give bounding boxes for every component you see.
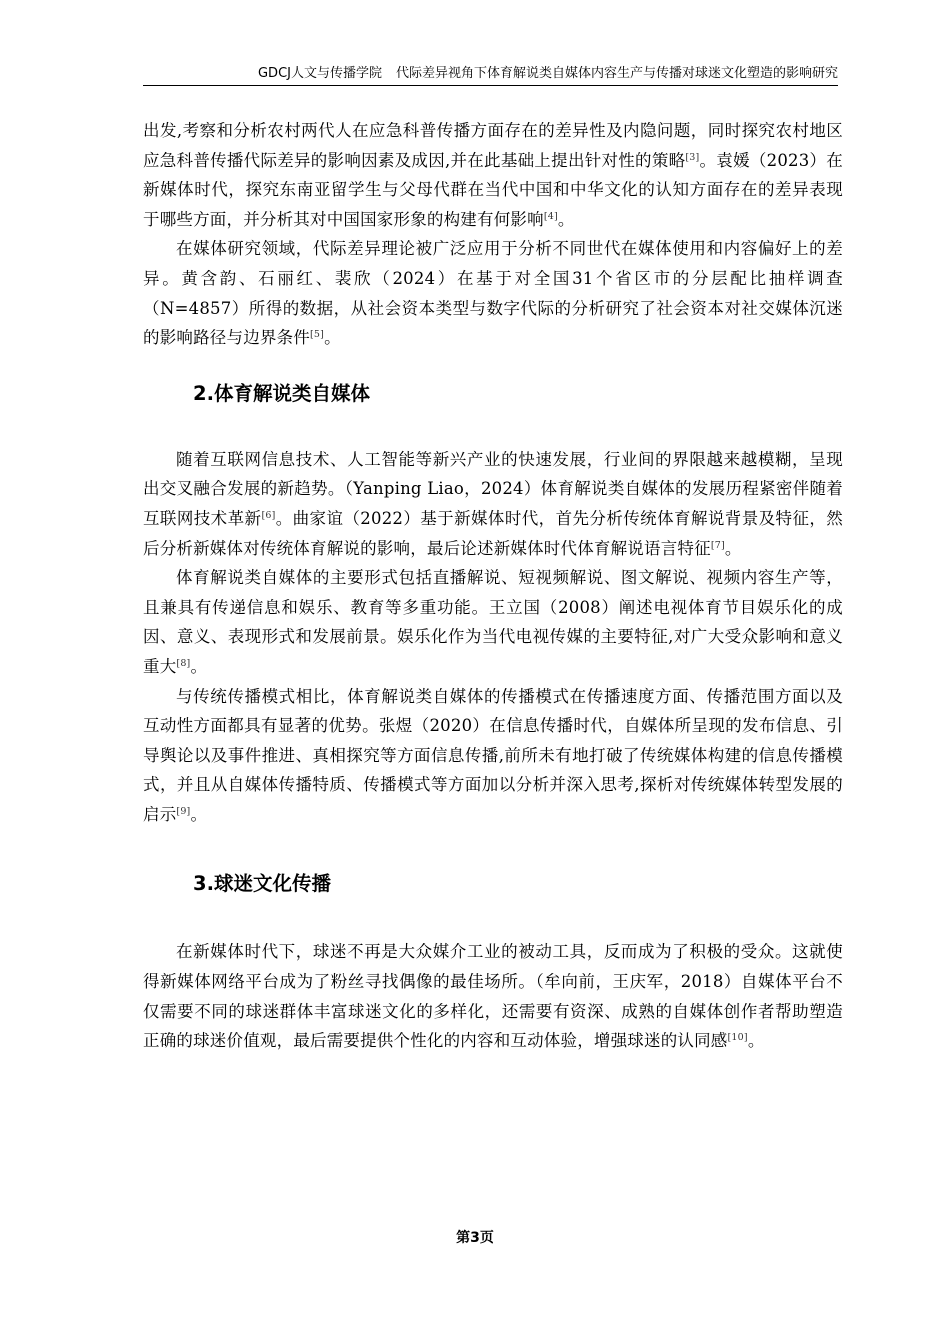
paragraph bbox=[143, 116, 843, 234]
paragraph-text: 。 bbox=[747, 1031, 765, 1051]
header-institution: GDCJ人文与传播学院 bbox=[257, 66, 382, 81]
paragraph bbox=[143, 445, 843, 563]
paragraph-text: 。 bbox=[557, 209, 575, 229]
paragraph-text: 与传统传播模式相比，体育解说类自媒体的传播模式在传播速度方面、传播范围方面以及互动性方面都具有显著的优势。张煜（2020）在信息传播时代，自媒体所呈现的发布信息、引导舆论以及事件推进、真相探究等方面信息传播,前所未有地打破了传统媒体构建的信息传播模式，并且从自媒体传播特质、传播模式等方面加以分析并深入思考,探析对传统媒体转型发展的启示 bbox=[143, 686, 843, 824]
paragraph bbox=[143, 563, 843, 681]
paragraph-text: 随着互联网信息技术、人工智能等新兴产业的快速发展，行业间的界限越来越模糊，呈现出交叉融合发展的新趋势。（Yanping Liao，2024）体育解说类自媒体的发展历程紧密伴随着互联网技术革新 bbox=[143, 449, 843, 528]
paragraph-text: 。 bbox=[190, 804, 208, 824]
citation: [7] bbox=[710, 539, 725, 551]
section-heading: 2.体育解说类自媒体 bbox=[193, 381, 370, 405]
citation: [3] bbox=[685, 151, 700, 163]
header-title: 代际差异视角下体育解说类自媒体内容生产与传播对球迷文化塑造的影响研究 bbox=[395, 66, 838, 81]
citation: [6] bbox=[261, 509, 276, 521]
citation: [8] bbox=[176, 657, 191, 669]
paragraph-text: 体育解说类自媒体的主要形式包括直播解说、短视频解说、图文解说、视频内容生产等，且兼具有传递信息和娱乐、教育等多重功能。王立国（2008）阐述电视体育节目娱乐化的成因、意义、表现形式和发展前景。娱乐化作为当代电视传媒的主要特征,对广大受众影响和意义重大 bbox=[143, 568, 843, 676]
paragraph-text: 。 bbox=[324, 328, 341, 348]
paragraph-text: 在媒体研究领域，代际差异理论被广泛应用于分析不同世代在媒体使用和内容偏好上的差异。黄含韵、石丽红、裴欣（2024）在基于对全国31个省区市的分层配比抽样调查（N=4857）所得的数据，从社会资本类型与数字代际的分析研究了社会资本对社交媒体沉迷的影响路径与边界条件 bbox=[143, 239, 843, 348]
page-number: 第3页 bbox=[456, 1230, 494, 1246]
paragraph bbox=[143, 937, 843, 1055]
page-body bbox=[143, 116, 843, 1056]
paragraph bbox=[143, 234, 843, 352]
section-heading: 3.球迷文化传播 bbox=[193, 872, 331, 896]
paragraph-text: 。曲家谊（2022）基于新媒体时代，首先分析传统体育解说背景及特征，然后分析新媒体对传统体育解说的影响，最后论述新媒体时代体育解说语言特征 bbox=[143, 508, 843, 558]
paragraph bbox=[143, 682, 843, 830]
paragraph-text: 。袁媛（2023）在新媒体时代，探究东南亚留学生与父母代群在当代中国和中华文化的认知方面存在的差异表现于哪些方面，并分析其对中国国家形象的构建有何影响 bbox=[143, 150, 843, 229]
citation: [4] bbox=[543, 210, 558, 222]
paragraph-text: 。 bbox=[724, 538, 742, 558]
paragraph-text: 在新媒体时代下，球迷不再是大众媒介工业的被动工具，反而成为了积极的受众。这就使得新媒体网络平台成为了粉丝寻找偶像的最佳场所。（牟向前，王庆军，2018）自媒体平台不仅需要不同的球迷群体丰富球迷文化的多样化，还需要有资深、成熟的自媒体创作者帮助塑造正确的球迷价值观，最后需要提供个性化的内容和互动体验，增强球迷的认同感 bbox=[143, 942, 843, 1051]
citation: [9] bbox=[176, 805, 191, 817]
paragraph-text: 。 bbox=[190, 656, 208, 676]
citation: [5] bbox=[310, 329, 325, 341]
citation: [10] bbox=[727, 1032, 748, 1044]
paragraph-text: 出发,考察和分析农村两代人在应急科普传播方面存在的差异性及内隐问题，同时探究农村地区应急科普传播代际差异的影响因素及成因,并在此基础上提出针对性的策略 bbox=[143, 121, 843, 170]
page-header bbox=[143, 66, 838, 86]
